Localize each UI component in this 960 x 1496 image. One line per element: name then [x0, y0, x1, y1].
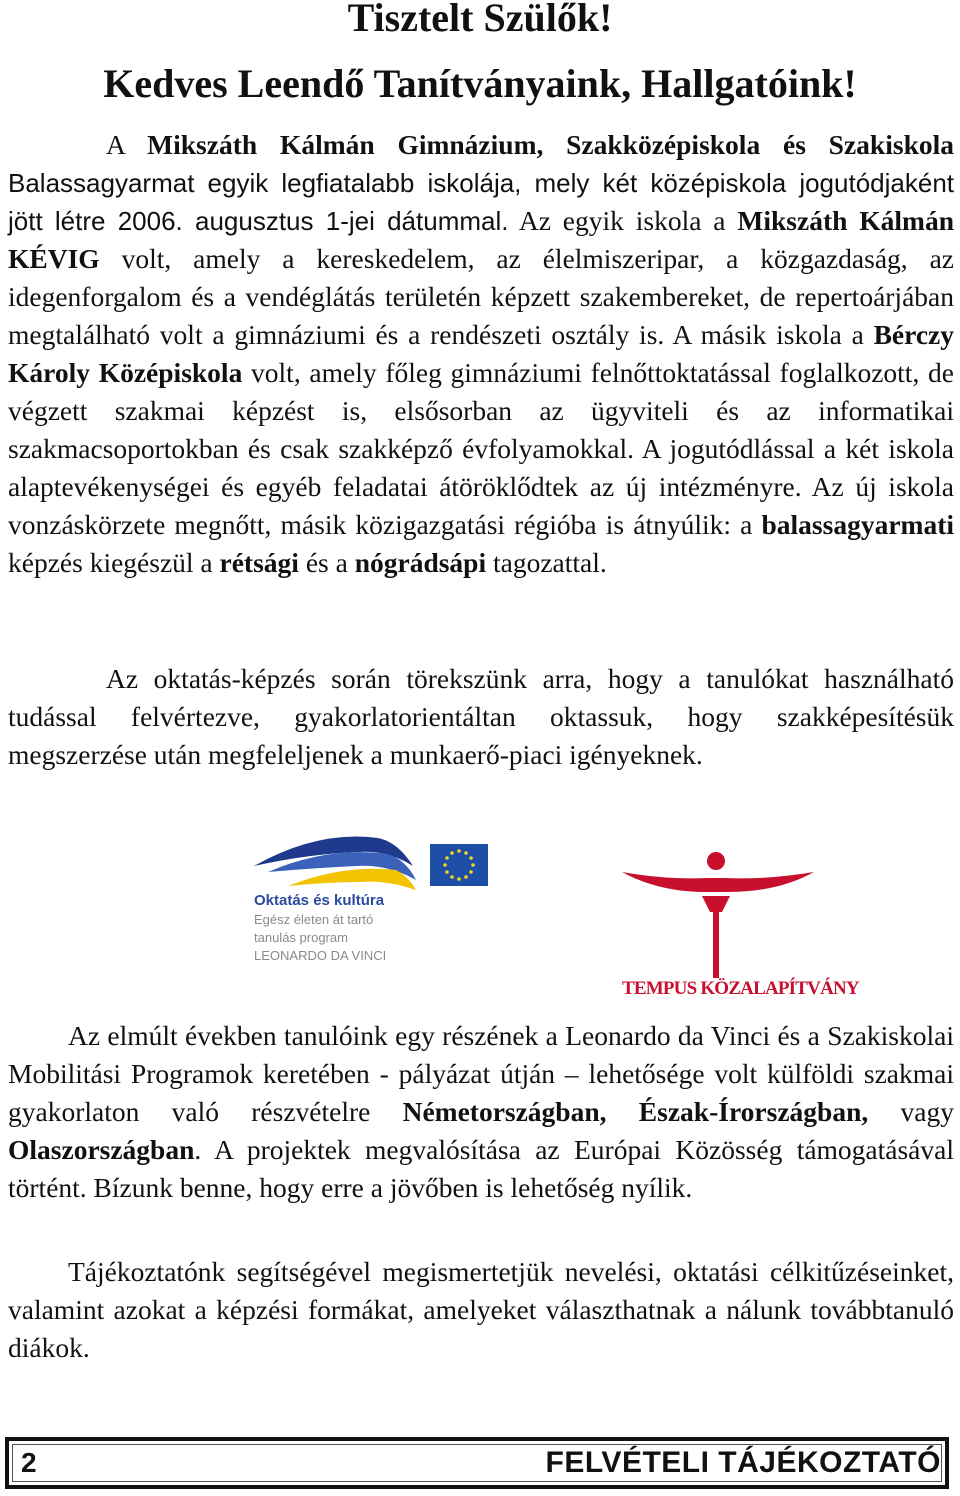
paragraph-guide-purpose [8, 1253, 954, 1367]
text-run: és a [298, 547, 355, 578]
leonardo-caption-4: LEONARDO DA VINCI [254, 948, 387, 963]
text-run: tagozattal. [486, 547, 607, 578]
leonardo-caption-2: Egész életen át tartó [254, 912, 374, 927]
leonardo-caption-1: Oktatás és kultúra [254, 892, 385, 909]
text-run: volt, amely főleg gimnáziumi felnőttoktatással foglalkozott, de végzett szakmai képzést is, elsősorban az ügyviteli és az informatikai szakmacsoportokban és csak szakképző évfolyamokkal. A jogutódlással a két iskola alaptevékenységei és egyéb feladatai átöröklődtek az új intézményre. Az új iskola vonzáskörzete megnőtt, másik közigazgatási régióba is átnyúlik: a [8, 357, 954, 540]
tempus-torso [702, 896, 730, 912]
location-nogradsap: nógrádsápi [354, 547, 487, 578]
page-footer [5, 1437, 949, 1489]
school-name: Mikszáth Kálmán Gimnázium, Szakközépiskola és Szakiskola [147, 129, 954, 160]
location-retsag: rétsági [219, 547, 299, 578]
tempus-stem [713, 912, 719, 978]
former-school-berczy: Bérczy Károly Középiskola [8, 319, 954, 388]
tempus-caption: TEMPUS KÖZALAPÍTVÁNY [622, 978, 859, 999]
page-number: 2 [21, 1447, 37, 1478]
tempus-logo [618, 850, 859, 1005]
former-school-kevig: Mikszáth Kálmán KÉVIG [8, 205, 955, 274]
text-run: Tájékoztatónk segítségével megismertetjük nevelési, oktatási célkitűzéseinket, valamint azokat a képzési formákat, amelyeket választhatnak a nálunk továbbtanuló diákok. [8, 1256, 954, 1363]
tempus-figure-icon [618, 850, 818, 980]
footer-title: FELVÉTELI TÁJÉKOZTATÓ [545, 1446, 941, 1479]
paragraph-school-history [8, 126, 954, 582]
paragraph-mobility [8, 1017, 954, 1207]
text-run: Az egyik iskola a [508, 205, 738, 236]
greeting-parents: Tisztelt Szülők! [347, 0, 613, 40]
text-run: képzés kiegészül a [8, 547, 220, 578]
text-run: . A projektek megvalósítása az Európai Közösség támogatásával történt. Bízunk benne, hogy erre a jövőben is lehetőség nyílik. [8, 1134, 954, 1203]
tempus-head [707, 852, 725, 870]
text-run: Az oktatás-képzés során törekszünk arra, hogy a tanulókat használható tudással felvértezve, gyakorlatorientáltan oktassuk, hogy szakképesítésük megszerzése után megfeleljenek a munkaerő-piaci igényeknek. [8, 663, 954, 770]
text-run: vagy [868, 1096, 954, 1127]
text-run: Az elmúlt években tanulóink egy részének a Leonardo da Vinci és a Szakiskolai Mobilitási Programok keretében - pályázat útján – lehetősége volt külföldi szakmai gyakorlaton való részvételre [8, 1020, 954, 1127]
leonardo-logo [248, 830, 498, 1000]
countries-de-ni: Németországban, Észak-Írországban, [402, 1096, 869, 1127]
country-it: Olaszországban [8, 1134, 195, 1165]
greeting-students: Kedves Leendő Tanítványaink, Hallgatóink! [103, 61, 857, 106]
text-run: Balassagyarmat egyik legfiatalabb iskolája, mely két középiskola jogutódjaként jött létre 2006. augusztus 1-jei dátummal. [8, 168, 954, 236]
leonardo-caption-3: tanulás program [254, 930, 348, 945]
text-run: A [106, 129, 148, 160]
location-balassagyarmat: balassagyarmati [761, 509, 954, 540]
text-run: volt, amely a kereskedelem, az élelmiszeripar, a közgazdaság, az idegenforgalom és a vendéglátás területén képzett szakembereket, de repertoárjában megtalálható volt a gimnáziumi és a rendészeti osztály is. A másik iskola a [8, 243, 954, 350]
tempus-arms [622, 872, 814, 892]
swoosh-yellow [288, 869, 416, 890]
paragraph-education-goals [8, 660, 954, 774]
